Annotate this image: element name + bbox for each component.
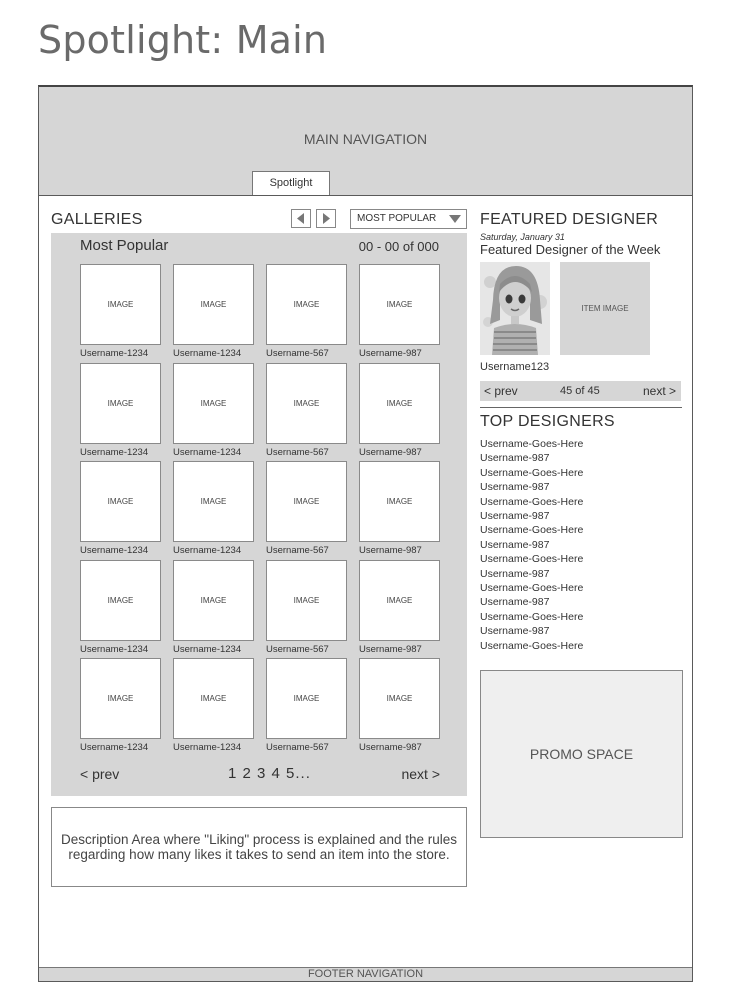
gallery-username[interactable]: Username-987 xyxy=(359,643,422,655)
featured-designer-avatar[interactable] xyxy=(480,262,550,355)
gallery-item[interactable] xyxy=(173,658,254,757)
main-navigation[interactable] xyxy=(39,87,692,196)
gallery-username[interactable]: Username-567 xyxy=(266,446,329,458)
divider xyxy=(480,407,682,408)
top-designer-item[interactable]: Username-987 xyxy=(480,481,550,494)
gallery-pager-prev[interactable]: < prev xyxy=(80,766,120,782)
gallery-item[interactable] xyxy=(80,363,161,462)
featured-pager-count: 45 of 45 xyxy=(560,385,600,397)
top-designer-item[interactable]: Username-987 xyxy=(480,452,550,465)
gallery-item[interactable] xyxy=(359,658,440,757)
top-designer-item[interactable]: Username-987 xyxy=(480,596,550,609)
gallery-item[interactable] xyxy=(173,363,254,462)
gallery-username[interactable]: Username-987 xyxy=(359,742,422,753)
top-designer-item[interactable]: Username-Goes-Here xyxy=(480,639,584,652)
gallery-image[interactable]: IMAGE xyxy=(359,461,440,542)
gallery-username[interactable]: Username-1234 xyxy=(173,643,242,655)
gallery-username[interactable]: Username-1234 xyxy=(80,643,149,655)
description-text: Description Area where "Liking" process is explained and the rules regarding how many likes it takes to send an item into the store. xyxy=(60,832,458,862)
gallery-username[interactable]: Username-567 xyxy=(266,742,329,753)
gallery-image[interactable]: IMAGE xyxy=(359,264,440,345)
gallery-item[interactable] xyxy=(80,461,161,560)
gallery-image[interactable]: IMAGE xyxy=(80,658,161,739)
sort-select[interactable] xyxy=(350,209,467,229)
gallery-image[interactable]: IMAGE xyxy=(359,560,440,641)
gallery-heading: Most Popular xyxy=(80,237,169,254)
gallery-username[interactable]: Username-567 xyxy=(266,545,329,556)
gallery-username[interactable]: Username-1234 xyxy=(173,545,242,556)
sort-select-value: MOST POPULAR xyxy=(357,213,437,224)
gallery-item[interactable] xyxy=(359,264,440,363)
gallery-next-button[interactable] xyxy=(316,209,336,228)
gallery-image[interactable]: IMAGE xyxy=(173,363,254,444)
gallery-username[interactable]: Username-1234 xyxy=(173,742,242,753)
gallery-image[interactable]: IMAGE xyxy=(359,363,440,444)
gallery-username[interactable]: Username-987 xyxy=(359,348,422,359)
gallery-pager-pages[interactable]: 1 2 3 4 5... xyxy=(228,765,311,782)
galleries-title: GALLERIES xyxy=(51,211,143,228)
gallery-item[interactable] xyxy=(173,264,254,363)
featured-subtitle: Featured Designer of the Week xyxy=(480,242,661,257)
gallery-item[interactable] xyxy=(359,560,440,659)
gallery-panel xyxy=(51,233,467,796)
triangle-right-icon xyxy=(317,210,335,227)
gallery-image[interactable]: IMAGE xyxy=(173,461,254,542)
gallery-item[interactable] xyxy=(266,560,347,659)
gallery-prev-button[interactable] xyxy=(291,209,311,228)
gallery-image[interactable]: IMAGE xyxy=(266,658,347,739)
featured-pager-prev[interactable]: < prev xyxy=(484,384,518,398)
top-designer-item[interactable]: Username-Goes-Here xyxy=(480,553,584,566)
gallery-username[interactable]: Username-1234 xyxy=(80,545,149,556)
gallery-image[interactable]: IMAGE xyxy=(359,658,440,739)
gallery-username[interactable]: Username-1234 xyxy=(80,348,149,359)
gallery-item[interactable] xyxy=(266,658,347,757)
gallery-image[interactable]: IMAGE xyxy=(80,560,161,641)
featured-item-image[interactable]: ITEM IMAGE xyxy=(560,262,650,355)
gallery-grid xyxy=(80,264,440,757)
top-designer-item[interactable]: Username-Goes-Here xyxy=(480,466,584,479)
top-designer-item[interactable]: Username-987 xyxy=(480,538,550,551)
featured-username[interactable]: Username123 xyxy=(480,361,550,373)
featured-date: Saturday, January 31 xyxy=(480,232,565,242)
top-designers-list xyxy=(480,437,583,653)
top-designer-item[interactable]: Username-987 xyxy=(480,510,550,523)
top-designer-item[interactable]: Username-Goes-Here xyxy=(480,438,584,450)
promo-space[interactable] xyxy=(480,670,683,838)
gallery-image[interactable]: IMAGE xyxy=(266,363,347,444)
page-frame xyxy=(38,85,693,982)
gallery-username[interactable]: Username-1234 xyxy=(173,446,242,458)
gallery-item[interactable] xyxy=(80,658,161,757)
featured-pager xyxy=(480,381,681,401)
gallery-item[interactable] xyxy=(266,264,347,363)
top-designer-item[interactable]: Username-Goes-Here xyxy=(480,582,584,595)
gallery-count: 00 - 00 of 000 xyxy=(358,239,439,254)
gallery-username[interactable]: Username-567 xyxy=(266,348,329,359)
gallery-image[interactable]: IMAGE xyxy=(173,264,254,345)
gallery-item[interactable] xyxy=(359,461,440,560)
page-title: Spotlight: Main xyxy=(38,18,328,62)
gallery-image[interactable]: IMAGE xyxy=(173,658,254,739)
gallery-item[interactable] xyxy=(173,461,254,560)
gallery-image[interactable]: IMAGE xyxy=(80,264,161,345)
gallery-item[interactable] xyxy=(359,363,440,462)
avatar-image xyxy=(480,262,550,355)
top-designers-title: TOP DESIGNERS xyxy=(480,413,615,430)
gallery-image[interactable]: IMAGE xyxy=(266,264,347,345)
tab-spotlight[interactable]: Spotlight xyxy=(252,171,330,195)
gallery-username[interactable]: Username-1234 xyxy=(80,742,149,753)
featured-pager-next[interactable]: next > xyxy=(642,384,676,398)
top-designer-item[interactable]: Username-Goes-Here xyxy=(480,495,584,508)
main-navigation-label: MAIN NAVIGATION xyxy=(303,131,428,147)
gallery-item[interactable] xyxy=(80,560,161,659)
gallery-image[interactable]: IMAGE xyxy=(80,363,161,444)
chevron-down-icon xyxy=(449,214,461,224)
gallery-item[interactable] xyxy=(173,560,254,659)
gallery-username[interactable]: Username-1234 xyxy=(80,446,149,458)
gallery-image[interactable]: IMAGE xyxy=(80,461,161,542)
triangle-left-icon xyxy=(292,210,310,227)
gallery-pager-next[interactable]: next > xyxy=(401,766,440,782)
top-designer-item[interactable]: Username-Goes-Here xyxy=(480,524,584,537)
gallery-item[interactable] xyxy=(266,461,347,560)
gallery-username[interactable]: Username-1234 xyxy=(173,348,242,359)
gallery-image[interactable]: IMAGE xyxy=(173,560,254,641)
gallery-username[interactable]: Username-567 xyxy=(266,643,329,655)
gallery-image[interactable]: IMAGE xyxy=(266,461,347,542)
top-designer-item[interactable]: Username-987 xyxy=(480,625,550,638)
gallery-item[interactable] xyxy=(266,363,347,462)
gallery-username[interactable]: Username-987 xyxy=(359,545,422,556)
footer-navigation[interactable]: FOOTER NAVIGATION xyxy=(39,967,692,981)
gallery-item[interactable] xyxy=(80,264,161,363)
description-area xyxy=(51,807,467,887)
top-designer-item[interactable]: Username-Goes-Here xyxy=(480,610,584,623)
promo-label: PROMO SPACE xyxy=(529,746,634,762)
gallery-image[interactable]: IMAGE xyxy=(266,560,347,641)
featured-designer-title: FEATURED DESIGNER xyxy=(480,211,659,228)
top-designer-item[interactable]: Username-987 xyxy=(480,567,550,580)
gallery-username[interactable]: Username-987 xyxy=(359,446,422,458)
